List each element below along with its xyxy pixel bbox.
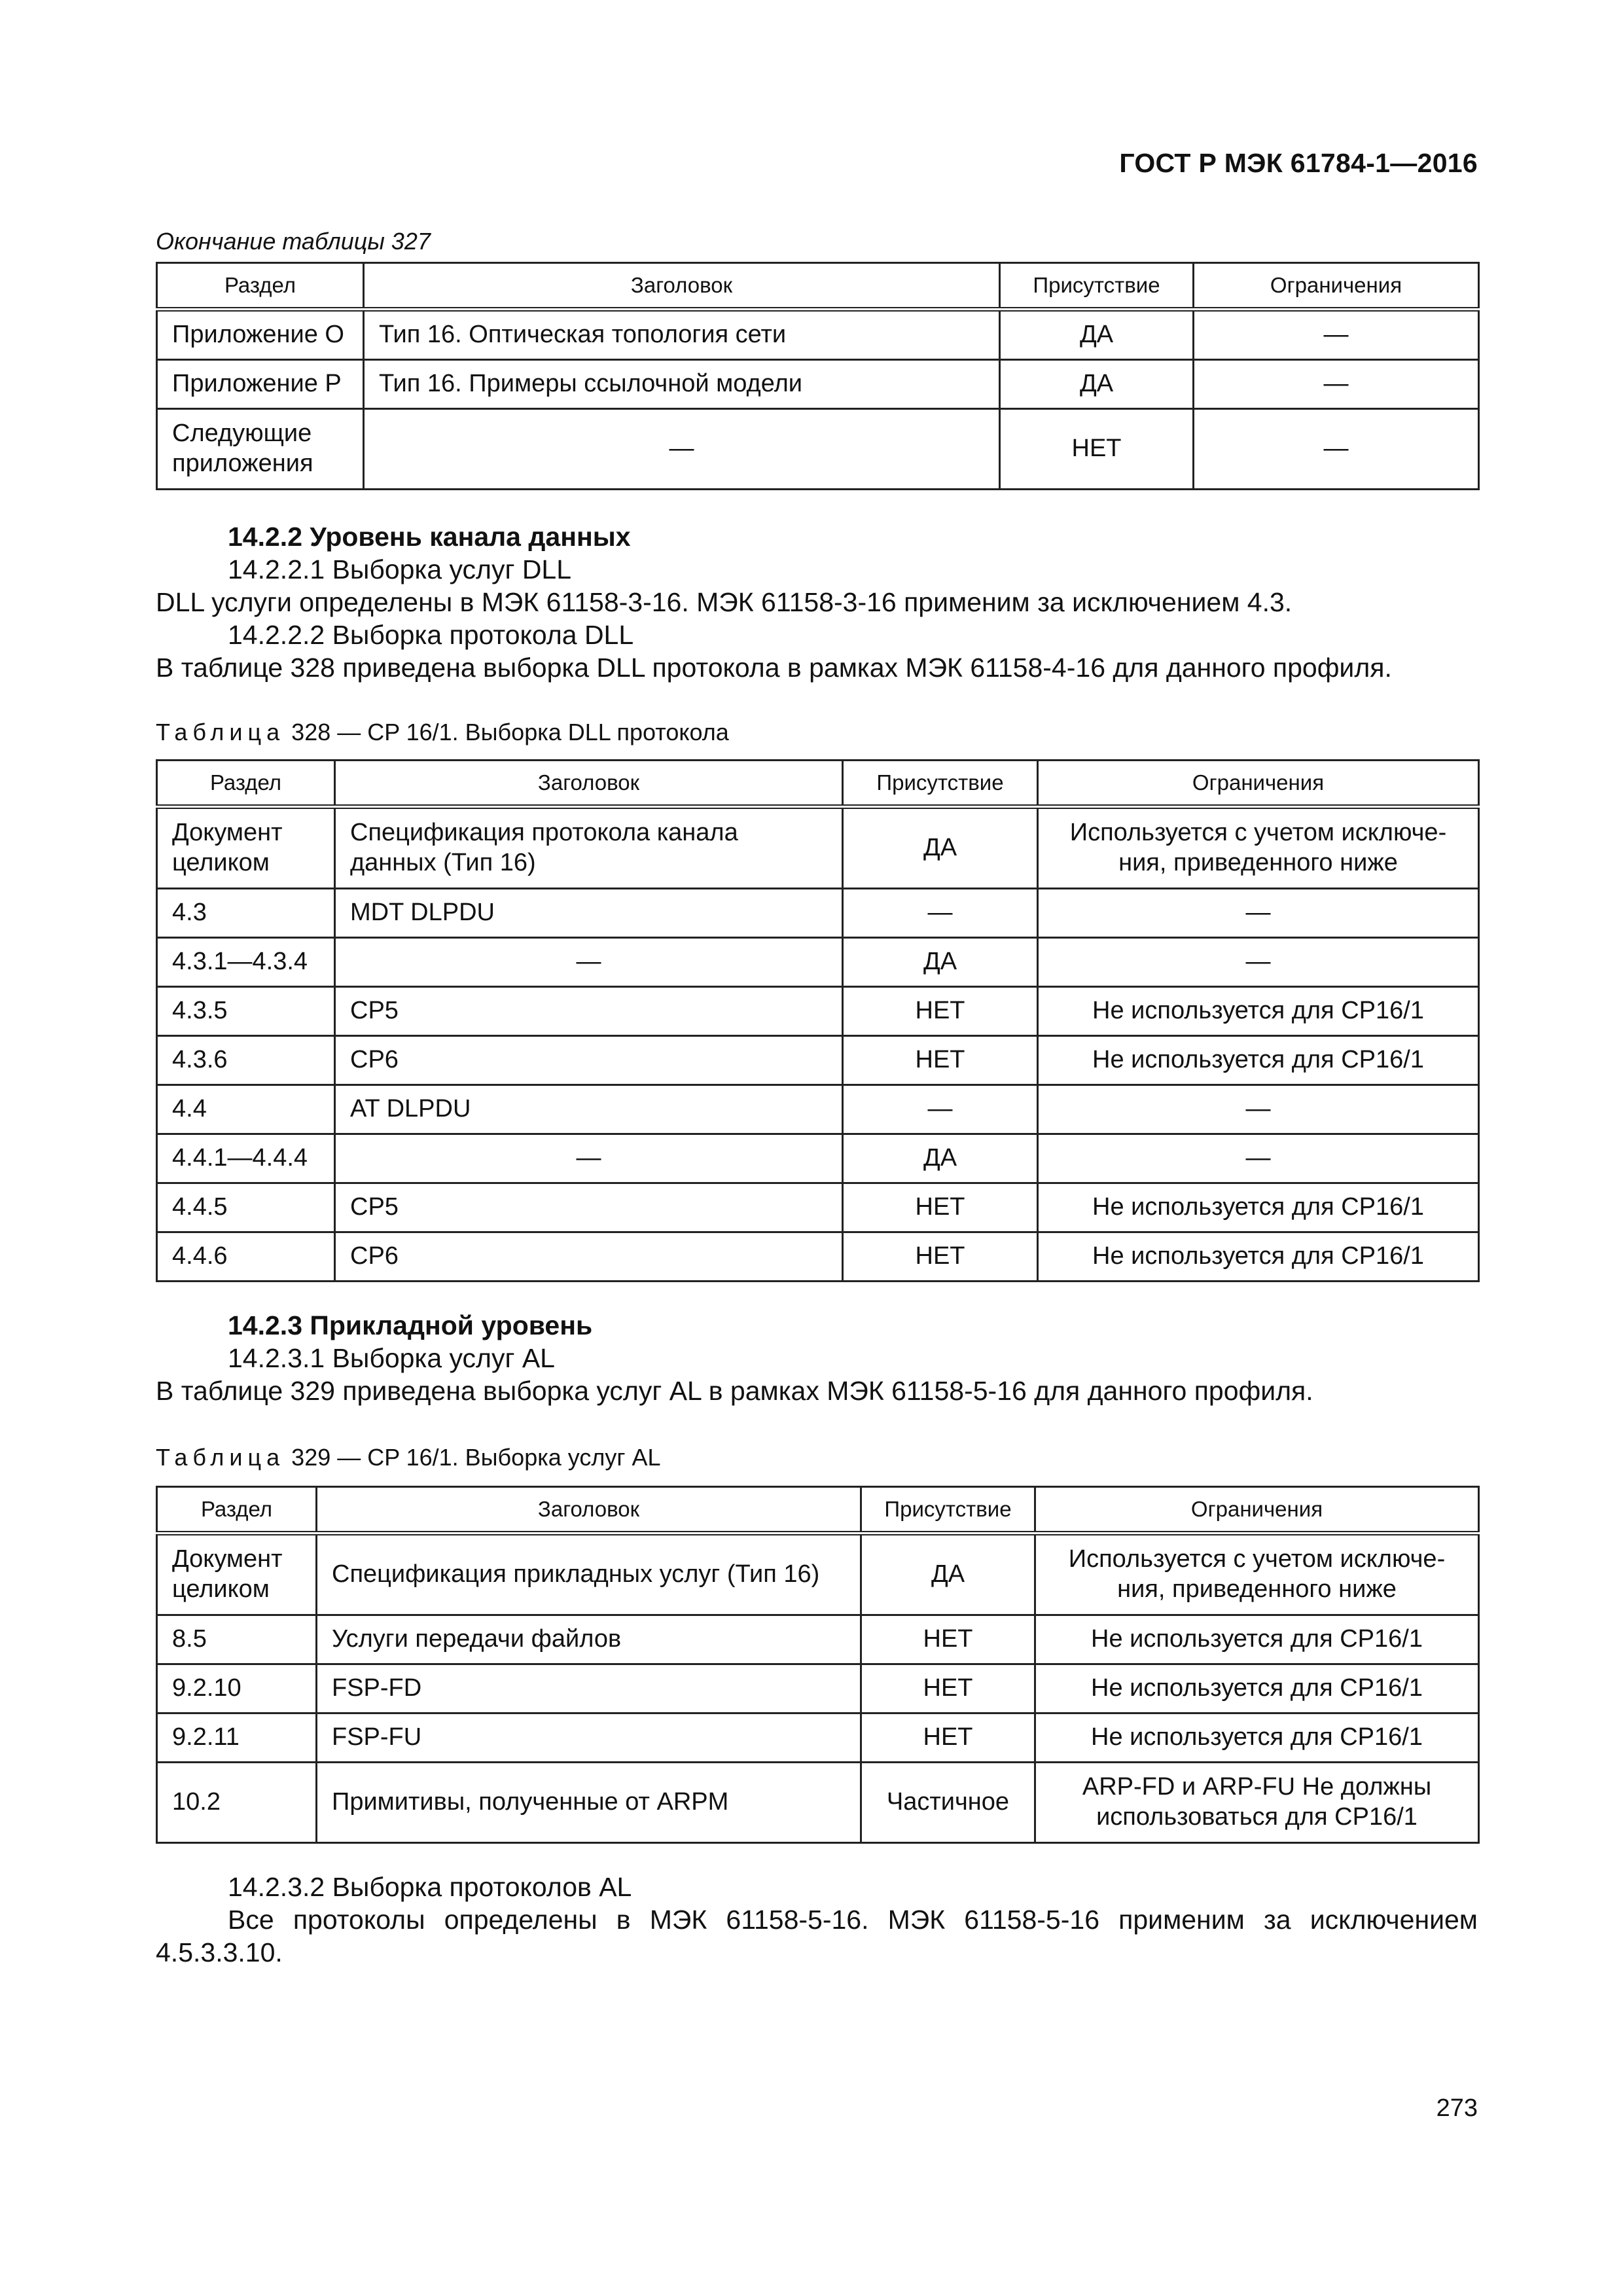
table-cell: НЕТ	[1000, 409, 1194, 490]
table-cell: Не используется для CP16/1	[1035, 1713, 1479, 1763]
table-cell: AT DLPDU	[335, 1085, 843, 1134]
table-cell: —	[843, 889, 1038, 938]
table-cell: Тип 16. Примеры ссылочной модели	[364, 360, 1000, 409]
column-header: Присутствие	[843, 761, 1038, 807]
table-row	[157, 1763, 1479, 1843]
column-header: Заголовок	[335, 761, 843, 807]
table-cell: НЕТ	[843, 1232, 1038, 1282]
table-cell: —	[1194, 409, 1479, 490]
table-cell: Не используется для CP16/1	[1038, 1036, 1479, 1085]
table-328	[156, 759, 1480, 1282]
table-cell: Приложение P	[157, 360, 364, 409]
table-cell: НЕТ	[843, 1183, 1038, 1232]
table-row	[157, 1085, 1479, 1134]
table-cell: —	[335, 1134, 843, 1183]
section-14-2-3-2	[156, 1871, 1478, 1969]
table-cell: —	[1038, 889, 1479, 938]
table-cell: —	[1038, 1085, 1479, 1134]
table-row	[157, 360, 1479, 409]
table-cell: Не используется для CP16/1	[1038, 1183, 1479, 1232]
column-header: Раздел	[157, 761, 335, 807]
table-cell: Не используется для CP16/1	[1038, 1232, 1479, 1282]
table-cell: FSP-FD	[317, 1664, 861, 1713]
table-row	[157, 1534, 1479, 1615]
table-cell: 4.4.1—4.4.4	[157, 1134, 335, 1183]
section-14-2-2	[156, 520, 1478, 684]
table-cell: ДА	[861, 1534, 1035, 1615]
table-cell: НЕТ	[861, 1615, 1035, 1664]
table-cell: Не используется для CP16/1	[1035, 1664, 1479, 1713]
column-header: Присутствие	[861, 1487, 1035, 1534]
column-header: Присутствие	[1000, 263, 1194, 310]
table-row	[157, 1036, 1479, 1085]
column-header: Ограничения	[1035, 1487, 1479, 1534]
table-row	[157, 938, 1479, 987]
table-cell: ДА	[843, 1134, 1038, 1183]
table-row	[157, 1615, 1479, 1664]
table-cell: НЕТ	[843, 1036, 1038, 1085]
document-id: ГОСТ Р МЭК 61784-1—2016	[1119, 148, 1478, 178]
table-cell: 4.3.6	[157, 1036, 335, 1085]
column-header: Заголовок	[364, 263, 1000, 310]
table-cell: 4.4.5	[157, 1183, 335, 1232]
table-row	[157, 1183, 1479, 1232]
table-329-caption	[156, 1444, 661, 1471]
table-row	[157, 310, 1479, 360]
table-cell: Услуги передачи файлов	[317, 1615, 861, 1664]
table-cell: MDT DLPDU	[335, 889, 843, 938]
table-cell: 4.3	[157, 889, 335, 938]
table-cell: НЕТ	[861, 1664, 1035, 1713]
paragraph: DLL услуги определены в МЭК 61158-3-16. МЭК 61158-3-16 применим за исключением 4.3.	[156, 587, 1293, 617]
table-cell: 9.2.10	[157, 1664, 317, 1713]
table-cell: Используется с учетом исключе-ния, приведенного ниже	[1035, 1534, 1479, 1615]
table-cell: 4.4	[157, 1085, 335, 1134]
paragraph-line: 4.5.3.3.10.	[156, 1937, 283, 1967]
table-328-caption	[156, 719, 729, 746]
table-327-caption: Окончание таблицы 327	[156, 228, 431, 255]
section-heading: 14.2.2 Уровень канала данных	[228, 522, 631, 552]
column-header: Раздел	[157, 1487, 317, 1534]
table-cell: FSP-FU	[317, 1713, 861, 1763]
table-cell: Частичное	[861, 1763, 1035, 1843]
section-heading: 14.2.3 Прикладной уровень	[228, 1310, 593, 1340]
table-cell: ДА	[1000, 360, 1194, 409]
table-cell: Не используется для CP16/1	[1035, 1615, 1479, 1664]
table-cell: ДА	[843, 938, 1038, 987]
table-cell: НЕТ	[843, 987, 1038, 1036]
column-header: Ограничения	[1038, 761, 1479, 807]
table-cell: Используется с учетом исключе-ния, приведенного ниже	[1038, 807, 1479, 889]
table-cell: —	[1038, 938, 1479, 987]
table-row	[157, 1664, 1479, 1713]
table-cell: 9.2.11	[157, 1713, 317, 1763]
page-number: 273	[1436, 2094, 1478, 2122]
table-cell: —	[335, 938, 843, 987]
caption-text: 329 — CP 16/1. Выборка услуг AL	[291, 1444, 661, 1471]
table-row	[157, 1713, 1479, 1763]
table-cell: ARP-FD и ARP-FU Не должны использоваться для CP16/1	[1035, 1763, 1479, 1843]
section-14-2-3	[156, 1309, 1478, 1407]
paragraph: В таблице 328 приведена выборка DLL протокола в рамках МЭК 61158-4-16 для данного профиля.	[156, 653, 1392, 683]
column-header: Заголовок	[317, 1487, 861, 1534]
subsection-heading: 14.2.2.1 Выборка услуг DLL	[228, 554, 572, 584]
table-cell: ДА	[1000, 310, 1194, 360]
table-cell: CP5	[335, 1183, 843, 1232]
table-cell: НЕТ	[861, 1713, 1035, 1763]
table-row	[157, 1232, 1479, 1282]
table-cell: 8.5	[157, 1615, 317, 1664]
table-cell: —	[843, 1085, 1038, 1134]
table-cell: CP5	[335, 987, 843, 1036]
table-329	[156, 1486, 1480, 1844]
table-cell: 4.3.1—4.3.4	[157, 938, 335, 987]
table-row	[157, 889, 1479, 938]
caption-label: Таблица	[156, 1444, 285, 1471]
table-cell: Приложение O	[157, 310, 364, 360]
table-cell: Не используется для CP16/1	[1038, 987, 1479, 1036]
subsection-heading: 14.2.2.2 Выборка протокола DLL	[228, 620, 634, 650]
column-header: Раздел	[157, 263, 364, 310]
table-row	[157, 409, 1479, 490]
table-cell: —	[1194, 360, 1479, 409]
table-cell: —	[1038, 1134, 1479, 1183]
table-row	[157, 1134, 1479, 1183]
table-cell: Тип 16. Оптическая топология сети	[364, 310, 1000, 360]
table-cell: Спецификация протокола канала данных (Тип 16)	[335, 807, 843, 889]
paragraph: В таблице 329 приведена выборка услуг AL в рамках МЭК 61158-5-16 для данного профиля.	[156, 1376, 1313, 1406]
table-cell: Спецификация прикладных услуг (Тип 16)	[317, 1534, 861, 1615]
table-cell: CP6	[335, 1036, 843, 1085]
table-cell: CP6	[335, 1232, 843, 1282]
table-cell: —	[364, 409, 1000, 490]
table-cell: —	[1194, 310, 1479, 360]
table-cell: 4.3.5	[157, 987, 335, 1036]
table-cell: Документ целиком	[157, 807, 335, 889]
table-327	[156, 262, 1480, 490]
column-header: Ограничения	[1194, 263, 1479, 310]
subsection-heading: 14.2.3.1 Выборка услуг AL	[228, 1343, 555, 1373]
paragraph-line: Все протоколы определены в МЭК 61158-5-16. МЭК 61158-5-16 применим за исключением	[228, 1905, 1478, 1935]
subsection-heading: 14.2.3.2 Выборка протоколов AL	[228, 1872, 632, 1902]
caption-text: 328 — CP 16/1. Выборка DLL протокола	[291, 719, 729, 745]
table-cell: 10.2	[157, 1763, 317, 1843]
table-cell: Документ целиком	[157, 1534, 317, 1615]
table-cell: 4.4.6	[157, 1232, 335, 1282]
table-cell: Примитивы, полученные от ARPM	[317, 1763, 861, 1843]
caption-label: Таблица	[156, 719, 285, 745]
table-row	[157, 987, 1479, 1036]
table-row	[157, 807, 1479, 889]
table-cell: ДА	[843, 807, 1038, 889]
table-cell: Следующие приложения	[157, 409, 364, 490]
